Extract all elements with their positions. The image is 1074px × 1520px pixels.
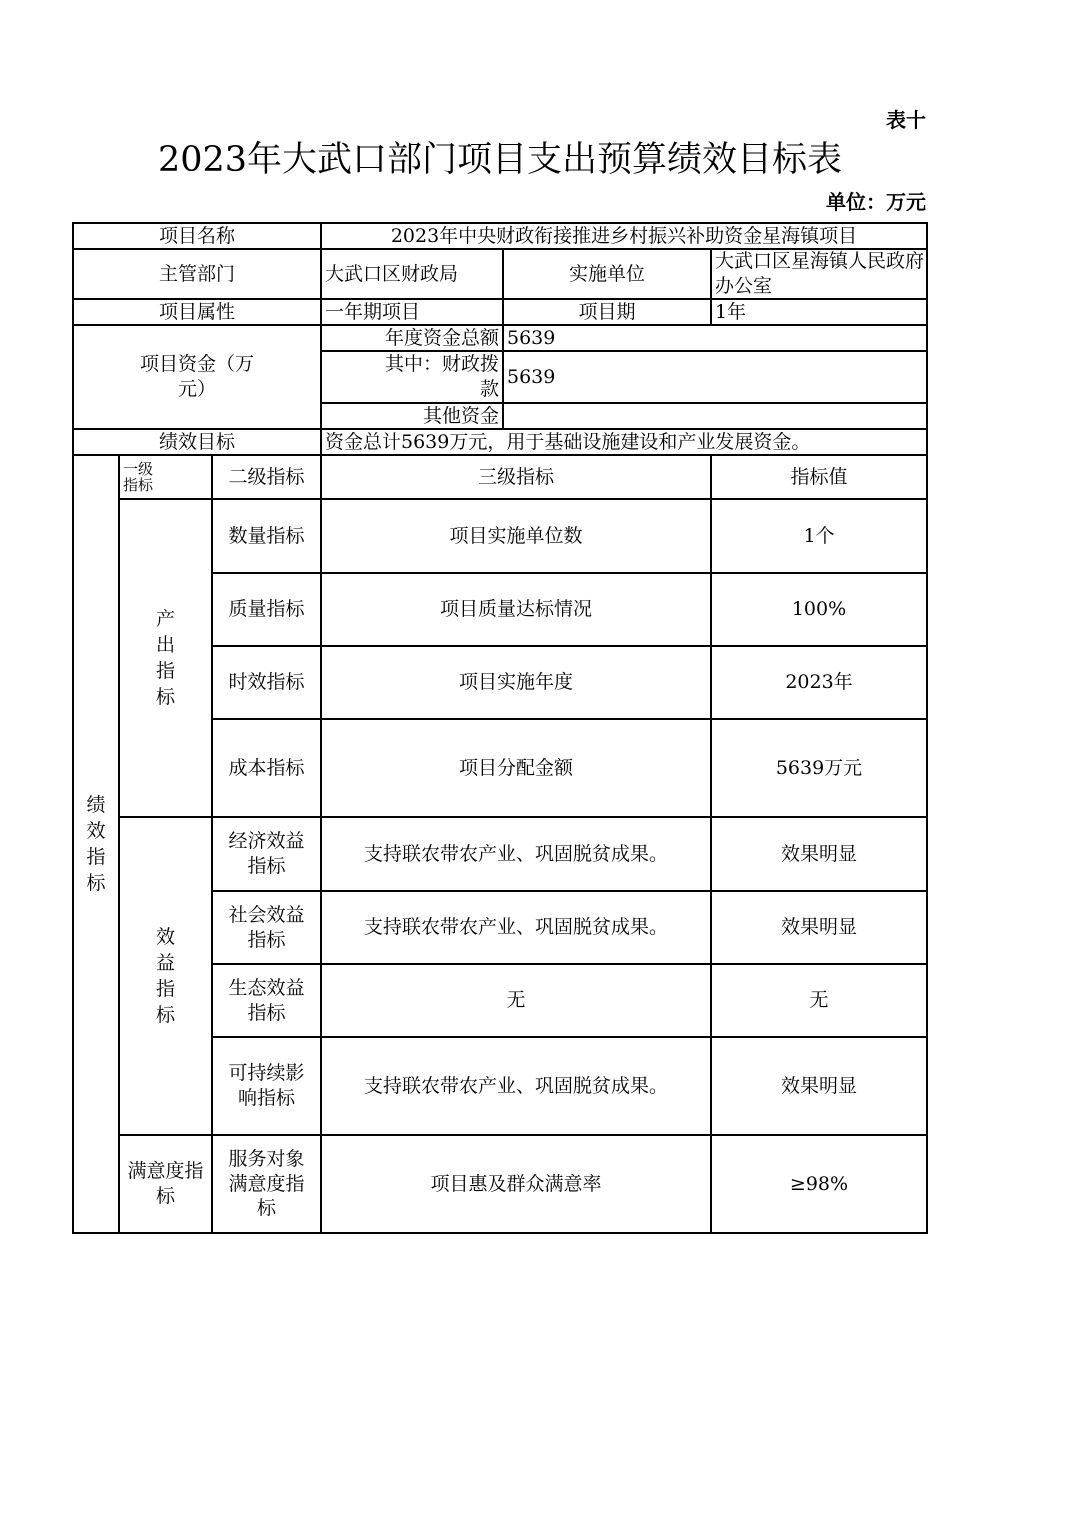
fund-other-value [502,402,928,430]
group-satisfaction [118,1134,213,1234]
value-cell: 2023年 [710,645,928,720]
project-name-value: 2023年中央财政衔接推进乡村振兴补助资金星海镇项目 [320,222,928,250]
level3-cell: 支持联农带农产业、巩固脱贫成果。 [320,890,712,965]
value-cell: 效果明显 [710,1036,928,1136]
goal-label: 绩效目标 [72,428,322,456]
level2-cell [211,1134,322,1234]
group-output [118,498,213,818]
level2-cell [211,963,322,1038]
group-benefit [118,816,213,1136]
fund-total-value: 5639 [502,324,928,352]
fund-other-label: 其他资金 [320,402,504,430]
project-name-label: 项目名称 [72,222,322,250]
level2-cell: 质量指标 [211,572,322,647]
level2-text: 服务对象满意度指标 [228,1147,305,1220]
table-number: 表十 [886,108,926,132]
level2-cell: 数量指标 [211,498,322,574]
section-performance-indicators [72,454,120,1234]
level2-cell [211,1036,322,1136]
level3-cell: 项目实施年度 [320,645,712,720]
goal-value: 资金总计5639万元，用于基础设施建设和产业发展资金。 [320,428,928,456]
col-header-value: 指标值 [710,454,928,500]
level2-cell: 时效指标 [211,645,322,720]
level3-cell: 项目惠及群众满意率 [320,1134,712,1234]
attr-label: 项目属性 [72,298,322,326]
unit-label: 单位：万元 [826,190,926,214]
attr-value: 一年期项目 [320,298,504,326]
fund-label-text: 项目资金（万元） [140,353,255,400]
value-cell: 无 [710,963,928,1038]
group-output-label: 产出指标 [156,607,176,709]
level2-text: 可持续影响指标 [228,1062,305,1109]
level3-cell: 项目分配金额 [320,718,712,818]
value-cell: 效果明显 [710,890,928,965]
page-title: 2023年大武口部门项目支出预算绩效目标表 [157,140,843,180]
period-label: 项目期 [502,298,712,326]
fund-fiscal-label-text: 其中：财政拨款 [384,353,499,400]
value-cell: 100% [710,572,928,647]
level2-text: 生态效益指标 [228,976,305,1024]
value-cell: ≥98% [710,1134,928,1234]
col-header-level1 [118,454,213,500]
col-header-level3: 三级指标 [320,454,712,500]
period-value: 1年 [710,298,928,326]
dept-label: 主管部门 [72,248,322,300]
level3-cell: 项目质量达标情况 [320,572,712,647]
group-satisfaction-label: 满意度指标 [127,1160,204,1207]
col-level1-text: 一级指标 [123,459,154,494]
fund-label [72,324,322,430]
level2-cell [211,816,322,892]
level2-cell [211,890,322,965]
fund-total-label: 年度资金总额 [320,324,504,352]
level3-cell: 项目实施单位数 [320,498,712,574]
value-cell: 5639万元 [710,718,928,818]
fund-fiscal-value: 5639 [502,350,928,404]
impl-value: 大武口区星海镇人民政府办公室 [710,248,928,300]
level2-text: 经济效益指标 [228,830,305,877]
level3-cell: 支持联农带农产业、巩固脱贫成果。 [320,816,712,892]
dept-value: 大武口区财政局 [320,248,504,300]
level3-cell: 支持联农带农产业、巩固脱贫成果。 [320,1036,712,1136]
group-benefit-label: 效益指标 [156,925,176,1027]
level2-text: 社会效益指标 [228,903,305,951]
section-label: 绩效指标 [86,793,106,895]
level2-cell: 成本指标 [211,718,322,818]
col-header-level2: 二级指标 [211,454,322,500]
fund-fiscal-label [320,350,504,404]
level3-cell: 无 [320,963,712,1038]
value-cell: 效果明显 [710,816,928,892]
value-cell: 1个 [710,498,928,574]
impl-label: 实施单位 [502,248,712,300]
